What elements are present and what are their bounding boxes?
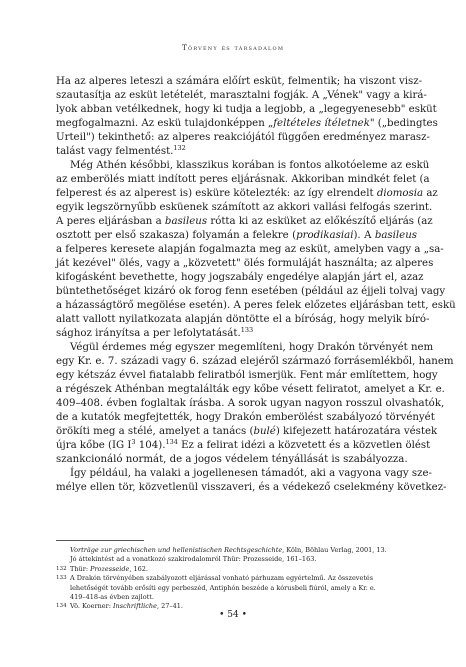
running-head: Törvény és társadalom: [181, 43, 285, 52]
text-line: egy kétszáz évvel fiatalabb feliratból ismerjük. Fent már említettem, hogy: [56, 370, 438, 381]
text-line: A peres eljárásban a basileus rótta ki az esküket az előkészítő eljárás (az: [56, 216, 433, 227]
footnote-number: 134: [56, 603, 67, 610]
text-line: kifogásként bevethette, hogy jogszabály engedélye alapján járt el, azaz: [56, 272, 424, 283]
text-line: talást vagy felmentést.$^{132}$: [56, 144, 186, 157]
footnote-continuation: Vorträge zur griechischen und hellenistischen Rechtsgeschichte, Köln, Böhlau Verlag, 2001, 13.: [70, 546, 387, 554]
text-line: az emberölés miatt indított peres eljárásnak. Akkoriban mindkét felet (a: [56, 174, 430, 185]
text-line: örökíti meg a stélé, amelyet a tanács (bulé) kifejezett határozatára véstek: [56, 426, 438, 437]
text-line: de a kutatók megfejtették, hogy Drakón emberölést szabályozó törvényét: [56, 412, 435, 423]
footnote-ref[interactable]: 133: [240, 326, 254, 334]
text-line: lyok abban vetélkednek, hogy ki tudja a legjobb, a „legegyenesebb" esküt: [56, 104, 437, 115]
text-line: büntethetőséget kizáró ok forog fenn esetében (például az éjjeli tolvaj vagy: [56, 286, 446, 297]
text-line: egyik legszörnyűbb esküenek számított az akkori vallási felfogás szerint.: [56, 202, 433, 213]
body-text: [56, 75, 456, 495]
text-line: a házasságtörő megölése esetén). A peres felek előzetes eljárásban tett, eskü: [56, 300, 456, 311]
text-line: Így például, ha valaki a jogellenesen támadót, aki a vagyona vagy sze-: [70, 468, 432, 479]
footnote-number: 132: [56, 565, 67, 572]
text-line: mélye ellen tör, közvetlenül visszaveri, és a védekező cselekmény következ-: [56, 482, 447, 493]
page-number: • 54 •: [219, 610, 247, 620]
footnote-133: 133 A Drakón törvényében szabályozott eljárással vonható párhuzam egyértelmű. Az összevetés: [56, 574, 374, 583]
footnote-132: 132 Thür: Prozesseide, 162.: [56, 564, 148, 573]
text-line: Még Athén későbbi, klasszikus korában is fontos alkotóeleme az eskü: [70, 160, 430, 171]
text-line: ját kezével" ölés, vagy a „közvetett" ölés formuláját használta; az alperes: [56, 258, 434, 269]
text-line: 409–408. évben foglaltak írásba. A sorok ugyan nagyon rosszul olvashatók,: [56, 398, 445, 409]
text-line: egy Kr. e. 7. századi vagy 6. század elejéről származó forrásemlékből, hanem: [56, 356, 454, 367]
text-line: szankcionáló normát, de a jogos védelem tényállását is szabályozza.: [56, 454, 408, 465]
footnote-number: 133: [56, 575, 67, 582]
text-line: a régészek Athénban megtalálták egy kőbe vésett feliratot, amelyet a Kr. e.: [56, 384, 445, 395]
footnote-ref[interactable]: 134: [165, 438, 178, 446]
text-line: Urteil") tekinthető: az alperes reakciójától függően eredményez marasz-: [56, 132, 430, 143]
footnote-divider: [56, 540, 144, 541]
text-line: Ha az alperes leteszi a számára előírt esküt, felmentik; ha viszont visz-: [56, 76, 423, 87]
text-line: szautasítja az esküt letételét, marasztalni fogják. A „Vének" vagy a kirá-: [56, 90, 427, 101]
footnote-continuation: Jó áttekintést ad a vonatkozó szakirodalomról Thür: Prozesseide, 161–163.: [70, 555, 317, 564]
text-line: osztott per első szakasza) folyamán a felekre (prodikasiai). A basileus: [56, 230, 417, 241]
text-line: Végül érdemes még egyszer megemlíteni, hogy Drakón törvényét nem: [70, 342, 434, 353]
footnotes: [56, 546, 417, 612]
footnote-134: 134 Vö. Koerner: Inschriftliche, 27–41.: [56, 602, 183, 611]
footnote-ref[interactable]: 132: [173, 144, 186, 152]
text-line: megfogalmazni. Az eskü tulajdonképpen „feltételes ítéletnek" („bedingtes: [56, 118, 438, 129]
text-line: alatt vallott nyilatkozata alapján döntötte el a bíróság, hogy melyik bíró-: [56, 314, 430, 325]
text-line: felperest és az alperest is) esküre kötelezték: az így elrendelt diomosia az: [56, 188, 438, 199]
footnote-133-line: lehetőségét tovább erősíti egy perbeszéd, Antiphón beszéde a kórusbeli fiúról, amely a Kr. e.: [70, 583, 376, 592]
footnote-133-line: 419–418-as évben zajlott.: [70, 592, 154, 601]
text-line: újra kőbe (IG $I^3$ 104).$^{134}$ Ez a felirat idézi a közvetett és a közvetlen ölést: [56, 438, 431, 451]
text-line: sághoz irányítsa a per lefolytatását.$^{133}$: [56, 326, 254, 339]
text-line: a felperes keresete alapján fogalmazta meg az esküt, amelyben vagy a „sa-: [56, 244, 444, 255]
